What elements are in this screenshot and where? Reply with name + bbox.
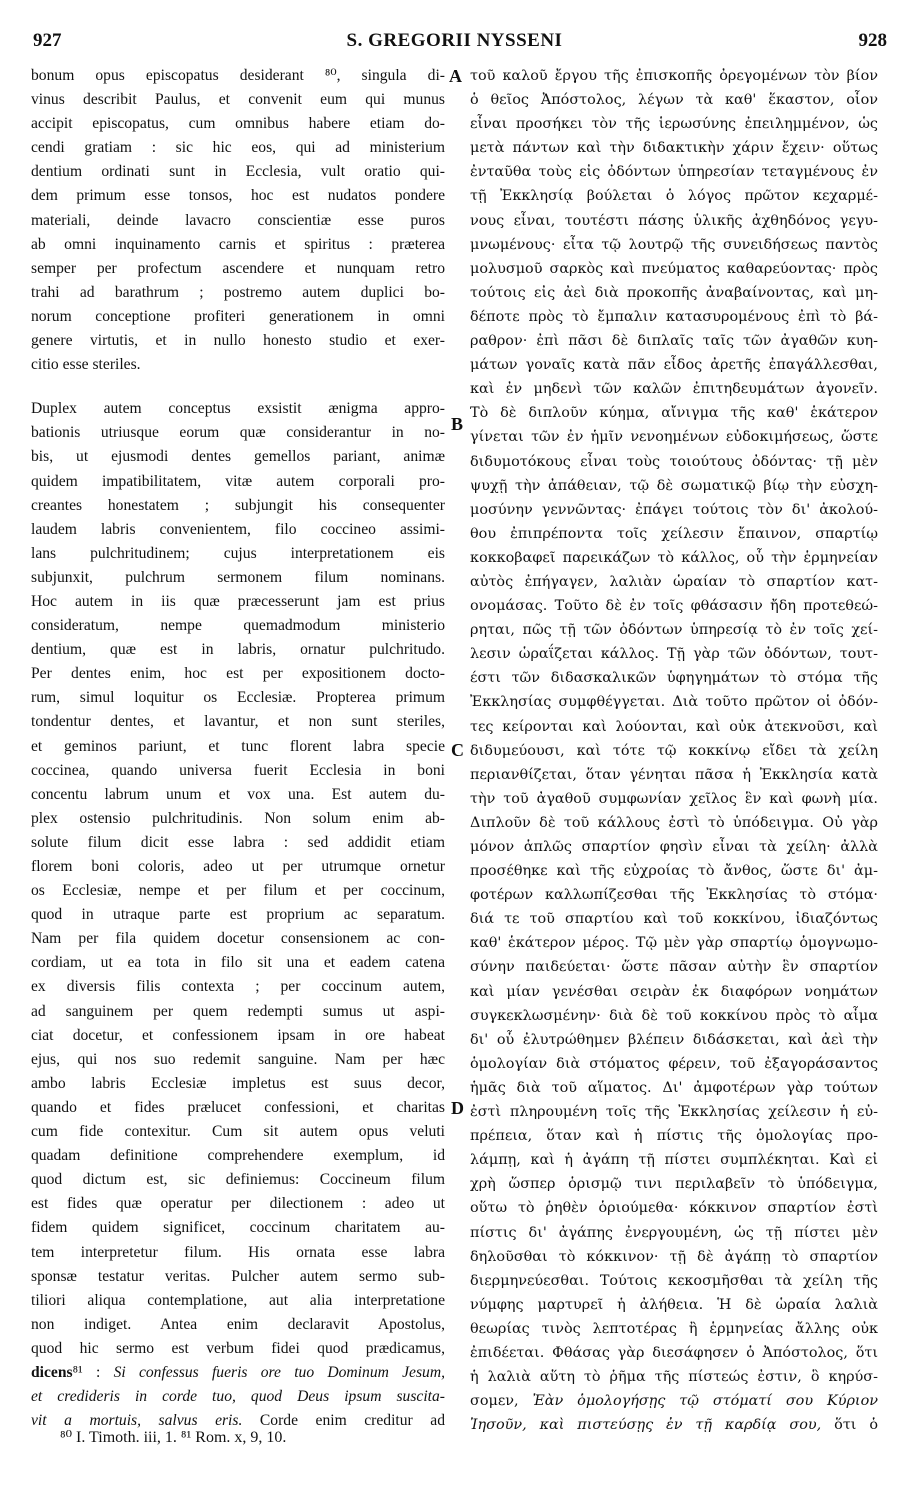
text-line: προσέθηκε καὶ τῆς εὐχροίας τὸ ἄνθος, ὥστε δι' ἀμ- [470,863,878,880]
text-line: ciat docetur, et confessionem ipsam in ore habeat [31,1026,445,1044]
text-line: ἡμᾶς διὰ τοῦ αἵματος. Δι' ἀμφοτέρων γὰρ τούτων [470,1079,878,1096]
text-line: accipit episcopatus, cum omnibus habere etiam do- [31,115,445,133]
latin-column [31,64,445,1433]
text-line: ex diversis filis contexta ; per coccinum autem, [31,978,445,996]
text-line: μοσύνην γεννῶντας· ἐπάγει τούτοις τὸν δι' ἀκολού- [470,501,878,518]
text-line: θεωρίας τινὸς λεπτοτέρας ἢ ἑρμηνείας ἄλλης οὐκ [470,1320,878,1337]
text-line: χρὴ ὥσπερ ὁρισμῷ τινι περιλαβεῖν τὸ ὑπόδειγμα, [470,1176,878,1193]
text-line: laudem labris convenientem, filo coccineo assimi- [31,520,445,538]
text-line: αὐτὸς ἐπήγαγεν, λαλιὰν ὡραίαν τὸ σπαρτίον κατ- [470,573,878,590]
text-line: διά τε τοῦ σπαρτίου καὶ τοῦ κοκκίνου, ἰδιαζόντως [470,911,878,928]
text-line: ονομάσας. Τοῦτο δὲ ἐν τοῖς φθάσασιν ἤδη προτεθεώ- [470,598,878,615]
text-line: διδυμοτόκους εἶναι τοὺς τοιούτους ὀδόντας· τῇ μὲν [470,453,878,470]
text-line: Hoc autem in iis quæ præcesserunt jam est prius [31,592,445,610]
text-line: νους εἶναι, τουτέστι πάσης ὑλικῆς ἀχθηδόνος γεγυ- [470,212,878,229]
text-line: ὁ θεῖος Ἀπόστολος, λέγων τὰ καθ' ἕκαστον, οἷον [470,92,878,109]
scripture-quote: Si confessus fueris ore tuo Dominum Jesum, [113,1363,445,1381]
text-line: cordiam, ut ea tota in filo sit una et eadem catena [31,954,445,972]
text-line: γίνεται τῶν ἐν ἡμῖν νενοημένων εὐδοκιμήσεως, ὥστε [470,429,878,446]
text-line: quod hic sermo est verbum fidei quod prædicamus, [31,1339,445,1357]
text-line: quando et fides prælucet confessioni, et charitas [31,1098,445,1116]
text-line: bationis utriusque eorum quæ considerantur in no- [31,424,445,442]
text-line: quadam definitione comprehendere exemplum, id [31,1147,445,1165]
text-line: rum, simul loquitur os Ecclesiæ. Propterea primum [31,689,445,707]
scripture-quote: Ἰησοῦν, καὶ πιστεύσῃς ἐν τῇ καρδίᾳ σου, [470,1417,822,1434]
text-line: ejus, qui nos suo redemit sanguine. Nam per hæc [31,1050,445,1068]
text-line: μάτων γοναῖς κατὰ πᾶν εἶδος ἀρετῆς ἐπαγάλλεσθαι, [470,357,878,374]
text-line: concentu labrum unum et vox una. Est autem du- [31,785,445,803]
text-line: creantes honestatem ; subjungit his consequenter [31,496,445,514]
text-line: Ἐκκλησίας συμφθέγγεται. Διὰ τοῦτο πρῶτον οἱ ὀδόν- [470,694,878,711]
text-line: trahi ad barathrum ; postremo autem duplici bo- [31,283,445,301]
text-line: δι' οὗ ἐλυτρώθημεν βλέπειν διδάσκεται, καὶ ἀεὶ τὴν [470,1031,878,1048]
text-line: καὶ ἐν μηδενὶ τῶν καλῶν ἐπιτηδευμάτων ἀγονεῖν. [470,381,878,398]
text-line: ἐνταῦθα τοὺς εἰς ὀδόντων ὑπηρεσίαν τεταγμένους ἐν [470,164,878,181]
running-title: S. GREGORII NYSSENI [346,30,563,51]
section-mark-c: C [451,740,464,760]
page-header [0,30,909,60]
text-line: ab omni inquinamento carnis et spiritus : præterea [31,235,445,253]
text-line: ὁμολογίαν διὰ στόματος φέρειν, τοῦ ἐξαγοράσαντος [470,1055,878,1072]
text-line: ἐπιδέεται. Φθάσας γὰρ διεσάφησεν ὁ Ἀπόστολος, ὅτι [470,1344,878,1361]
text-line: μόνον ἁπλῶς σπαρτίον φησὶν εἶναι τὰ χείλη· ἀλλὰ [470,839,878,855]
text-line: materiali, deinde lavacro conscientiæ esse puros [31,211,445,229]
scripture-quote: vit a mortuis, salvus eris. [31,1412,243,1430]
text-line: διερμηνεύεσθαι. Τούτοις κεκοσμῆσθαι τὰ χείλη τῆς [470,1272,878,1289]
text-line: ρηται, πῶς τῇ τῶν ὀδόντων ὑπηρεσίᾳ τὸ ἐν τοῖς χεί- [470,622,878,639]
text-line: τούτοις εἰς ἀεὶ διὰ προκοπῆς ἀναβαίνοντας, καὶ μη- [470,284,878,301]
text-line: ψυχῇ τὴν ἀπάθειαν, τῷ δὲ σωματικῷ βίῳ τὴν εὐσχη- [470,477,878,494]
text-line: έστι τῶν διδασκαλικῶν ὑφηγημάτων τὸ στόμα τῆς [470,670,878,687]
text-line: δηλοῦσθαι τὸ κόκκινον· τῇ δὲ ἀγάπῃ τὸ σπαρτίον [470,1248,878,1265]
text-line [31,1361,445,1385]
text-line: et geminos pariunt, et tunc florent labra specie [31,737,445,755]
text-line: τοῦ καλοῦ ἔργου τῆς ἐπισκοπῆς ὀρεγομένων τὸν βίον [470,68,878,84]
text-line: tiliori aliqua contemplatione, aut alia interpretatione [31,1291,445,1309]
text-line: Duplex autem conceptus exsistit ænigma appro- [31,400,445,418]
text-line: et credideris in corde tuo, quod Deus ipsum suscita- [31,1388,445,1406]
text-line: dem primum esse tonsos, hoc est nudatos pondere [31,187,445,205]
dicens-word: dicens [31,1363,73,1381]
text-line: solute filum dicit esse labra : sed addidit etiam [31,833,445,851]
text-line: περιανθίζεται, ὅταν γένηται πᾶσα ἡ Ἐκκλησία κατὰ [470,766,878,783]
text-line: tem interpretetur filum. His ornata esse labra [31,1243,445,1261]
text-line: καθ' ἑκάτερον μέρος. Τῷ μὲν γὰρ σπαρτίῳ ὁμογνωμο- [470,935,878,952]
text-line: dentium ordinati sunt in Ecclesia, vult oratio qui- [31,163,445,181]
text-line: genere virtutis, et in nullo honesto studio et exer- [31,332,445,350]
text-line: διδυμεύουσι, καὶ τότε τῷ κοκκίνῳ εἴδει τὰ χείλη [470,742,878,759]
text-line: κοκκοβαφεῖ παρεικάζων τὸ κάλλος, οὗ τὴν ἑρμηνείαν [470,549,878,566]
text-line: consideratum, nempe quemadmodum ministerio [31,617,445,635]
text-run: ὅτι ὁ [821,1417,878,1434]
text-line: est fides quæ operatur per dilectionem : adeo ut [31,1195,445,1213]
text-line: florem boni coloris, adeo ut per utrumque ornetur [31,858,445,875]
text-line: lans pulchritudinem; cujus interpretationem eis [31,544,445,562]
text-line: μετὰ πάντων καὶ τὴν διδακτικὴν χάριν ἔχειν· οὕτως [470,140,878,157]
text-line: λάμπῃ, καὶ ἡ ἀγάπη τῇ πίστει συμπλέκηται. Καὶ εἰ [470,1152,878,1169]
greek-column [470,64,878,1437]
text-line: τες κείρονται καὶ λούονται, καὶ οὐκ ἀτεκνοῦσι, καὶ [470,718,878,735]
text-line: quod dictum est, sic definiemus: Coccineum filum [31,1171,445,1189]
text-line: μολυσμοῦ σαρκὸς καὶ πνεύματος καθαρεύοντας· πρὸς [470,260,878,277]
text-line: non indiget. Antea enim declaravit Apostolus, [31,1315,445,1333]
text-line: tondentur dentes, et lavantur, et non sunt steriles, [31,713,445,731]
footnote: ⁸⁰ I. Timoth. iii, 1. ⁸¹ Rom. x, 9, 10. [60,1429,287,1446]
text-line: μνωμένους· εἶτα τῷ λουτρῷ τῆς συνειδήσεως παντὸς [470,236,878,253]
section-mark-d: D [451,1098,464,1118]
text-line: Nam per fila quidem docetur consensionem ac con- [31,930,445,948]
text-line: Per dentes enim, hoc est per expositionem docto- [31,665,445,683]
text-line: συγκεκλωσμένην· διὰ δὲ τοῦ κοκκίνου πρὸς τὸ αἷμα [470,1007,878,1024]
text-line: οὕτω τὸ ῥηθὲν ὁριούμεθα· κόκκινον σπαρτίον ἐστὶ [470,1200,878,1217]
text-line: δέποτε πρὸς τὸ ἔμπαλιν κατασυρομένους ἐπὶ τὸ βά- [470,308,878,325]
text-run: σομεν, [470,1393,533,1410]
text-line: dentium, quæ est in labris, ornatur pulchritudo. [31,641,445,659]
section-mark-b: B [451,414,464,434]
text-line: εἶναι προσήκει τὸν τῆς ἱερωσύνης ἐπειλημμένον, ὡς [470,116,878,133]
text-line: λεσιν ὡραΐζεται κάλλος. Τῇ γὰρ τῶν ὀδόντων, τουτ- [470,646,878,663]
text-line: os Ecclesiæ, nempe et per filum et per coccinum, [31,882,445,900]
page-number-left: 927 [33,30,62,51]
text-line: bis, ut ejusmodi dentes gemellos pariant, animæ [31,448,445,466]
text-line: quod in utraque parte est proprium ac separatum. [31,906,445,924]
text-line: φοτέρων καλλωπίζεσθαι τῆς Ἐκκλησίας τὸ στόμα· [470,887,878,904]
text-line: quidem impatibilitatem, vitæ autem corporali pro- [31,472,445,490]
text-line: vinus describit Paulus, et convenit eum qui munus [31,91,445,109]
text-line: τὴν τοῦ ἀγαθοῦ συμφωνίαν χεῖλος ἓν καὶ φωνὴ μία. [470,790,878,807]
page-number-right: 928 [858,30,887,51]
text-line: semper per profectum ascendere et nunquam retro [31,259,445,277]
text-line: ἡ λαλιὰ αὕτη τὸ ῥῆμα τῆς πίστεώς ἐστιν, ὃ κηρύσ- [470,1369,878,1386]
text-line [470,1389,878,1413]
footnote-ref: ⁸¹ [72,1363,83,1381]
text-run: Corde enim creditur ad [242,1412,445,1430]
text-line: cendi gratiam : sic hic eos, qui ad ministerium [31,139,445,157]
text-line: plex ostensio pulchritudinis. Non solum enim ab- [31,809,445,827]
text-line: θου ἐπιπρέποντα τοῖς χείλεσιν ἔπαινον, σπαρτίῳ [470,525,878,542]
text-line: subjunxit, pulchrum sermonem filum nominans. [31,568,445,586]
text-line: καὶ μίαν γενέσθαι σειρὰν ἐκ διαφόρων νοημάτων [470,983,878,1000]
text-run: : [82,1363,114,1381]
text-line [470,1413,878,1437]
scripture-quote: Ἐὰν ὁμολογήσῃς τῷ στόματί σου Κύριον [532,1393,878,1410]
text-line: ad sanguinem per quem redempti sumus ut aspi- [31,1002,445,1020]
text-line: norum conceptione profiteri generationem in omni [31,307,445,325]
text-line: σύνην παιδεύεται· ὥστε πᾶσαν αὐτὴν ἓν σπαρτίον [470,959,878,976]
text-line: coccinea, quando universa fuerit Ecclesia in boni [31,761,445,779]
text-line: ἐστὶ πληρουμένη τοῖς τῆς Ἐκκλησίας χείλεσιν ἡ εὐ- [470,1104,878,1121]
text-line: sponsæ testatur veritas. Pulcher autem sermo sub- [31,1267,445,1285]
text-line: bonum opus episcopatus desiderant ⁸⁰, singula di- [31,67,445,84]
text-line: νύμφης μαρτυρεῖ ἡ ἀλήθεια. Ἡ δὲ ὡραία λαλιὰ [470,1296,878,1313]
text-line: ambo labris Ecclesiæ impletus est suus decor, [31,1074,445,1092]
text-line: citio esse steriles. [31,356,141,374]
paragraph-gap [31,377,445,397]
section-mark-a: A [449,66,462,86]
text-line: ραθρον· ἐπὶ πᾶσι δὲ διπλαῖς ταῖς τῶν ἀγαθῶν κυη- [470,333,878,350]
text-line: fidem quidem significet, coccinum charitatem au- [31,1219,445,1237]
text-line: πίστις δι' ἀγάπης ἐνεργουμένη, ὡς τῇ πίστει μὲν [470,1224,878,1241]
text-line: τῇ Ἐκκλησίᾳ βούλεται ὁ λόγος πρῶτον κεχαρμέ- [470,188,878,205]
text-line: Τὸ δὲ διπλοῦν κύημα, αἴνιγμα τῆς καθ' ἑκάτερον [470,405,878,422]
text-line: πρέπεια, ὅταν καὶ ἡ πίστις τῆς ὁμολογίας προ- [470,1128,878,1145]
text-line: cum fide contexitur. Cum sit autem opus veluti [31,1123,445,1141]
text-line: Διπλοῦν δὲ τοῦ κάλλους ἐστὶ τὸ ὑπόδειγμα. Οὐ γὰρ [470,814,878,831]
